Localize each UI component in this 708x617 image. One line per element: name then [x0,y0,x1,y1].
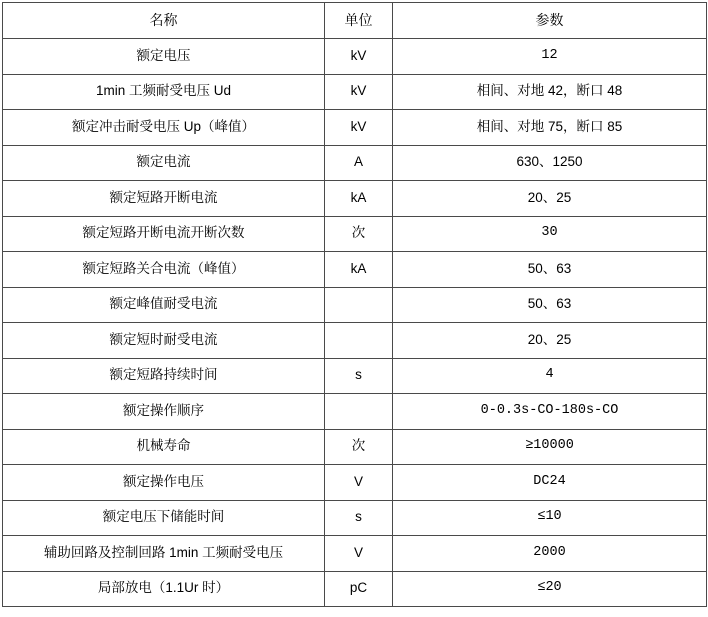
cell-unit: pC [325,571,393,607]
table-header-row [3,3,707,39]
cell-name: 额定短路持续时间 [3,358,325,394]
cell-parameter: 50、63 [393,287,707,323]
table-row [3,323,707,359]
cell-parameter: ≤10 [393,500,707,536]
table-row [3,252,707,288]
specification-table-container [0,2,708,607]
cell-name: 1min 工频耐受电压 Ud [3,74,325,110]
cell-name: 额定电压 [3,39,325,75]
table-row [3,358,707,394]
table-row [3,536,707,572]
cell-name: 额定短时耐受电流 [3,323,325,359]
cell-unit: V [325,465,393,501]
table-row [3,145,707,181]
cell-parameter: 630、1250 [393,145,707,181]
cell-unit: s [325,500,393,536]
table-row [3,571,707,607]
cell-parameter: 50、63 [393,252,707,288]
cell-unit: A [325,145,393,181]
cell-parameter: 30 [393,216,707,252]
cell-unit: kV [325,39,393,75]
cell-parameter: 相间、对地 75，断口 85 [393,110,707,146]
cell-unit: kA [325,181,393,217]
cell-name: 额定峰值耐受电流 [3,287,325,323]
table-row [3,74,707,110]
table-row [3,500,707,536]
cell-unit: 次 [325,216,393,252]
table-row [3,216,707,252]
cell-unit: V [325,536,393,572]
cell-parameter: 4 [393,358,707,394]
cell-unit [325,323,393,359]
cell-unit [325,287,393,323]
cell-name: 辅助回路及控制回路 1min 工频耐受电压 [3,536,325,572]
cell-name: 额定短路关合电流（峰值） [3,252,325,288]
cell-unit: kA [325,252,393,288]
table-row [3,39,707,75]
table-row [3,287,707,323]
cell-unit: 次 [325,429,393,465]
cell-parameter: 相间、对地 42，断口 48 [393,74,707,110]
cell-name: 额定电压下储能时间 [3,500,325,536]
cell-parameter: 2000 [393,536,707,572]
column-header-parameter: 参数 [393,3,707,39]
cell-parameter: ≥10000 [393,429,707,465]
cell-parameter: DC24 [393,465,707,501]
cell-parameter: 12 [393,39,707,75]
cell-unit: kV [325,74,393,110]
table-row [3,181,707,217]
specification-table [2,2,707,607]
cell-name: 额定冲击耐受电压 Up（峰值） [3,110,325,146]
cell-name: 局部放电（1.1Ur 时） [3,571,325,607]
cell-unit: s [325,358,393,394]
table-header [3,3,707,39]
cell-name: 额定电流 [3,145,325,181]
table-row [3,394,707,430]
cell-name: 额定短路开断电流 [3,181,325,217]
cell-name: 额定短路开断电流开断次数 [3,216,325,252]
column-header-name: 名称 [3,3,325,39]
cell-parameter: 20、25 [393,323,707,359]
table-body [3,39,707,607]
table-row [3,429,707,465]
column-header-unit: 单位 [325,3,393,39]
cell-name: 机械寿命 [3,429,325,465]
cell-name: 额定操作电压 [3,465,325,501]
cell-parameter: 0-0.3s-CO-180s-CO [393,394,707,430]
table-row [3,110,707,146]
cell-parameter: 20、25 [393,181,707,217]
cell-unit: kV [325,110,393,146]
table-row [3,465,707,501]
cell-parameter: ≤20 [393,571,707,607]
cell-name: 额定操作顺序 [3,394,325,430]
cell-unit [325,394,393,430]
